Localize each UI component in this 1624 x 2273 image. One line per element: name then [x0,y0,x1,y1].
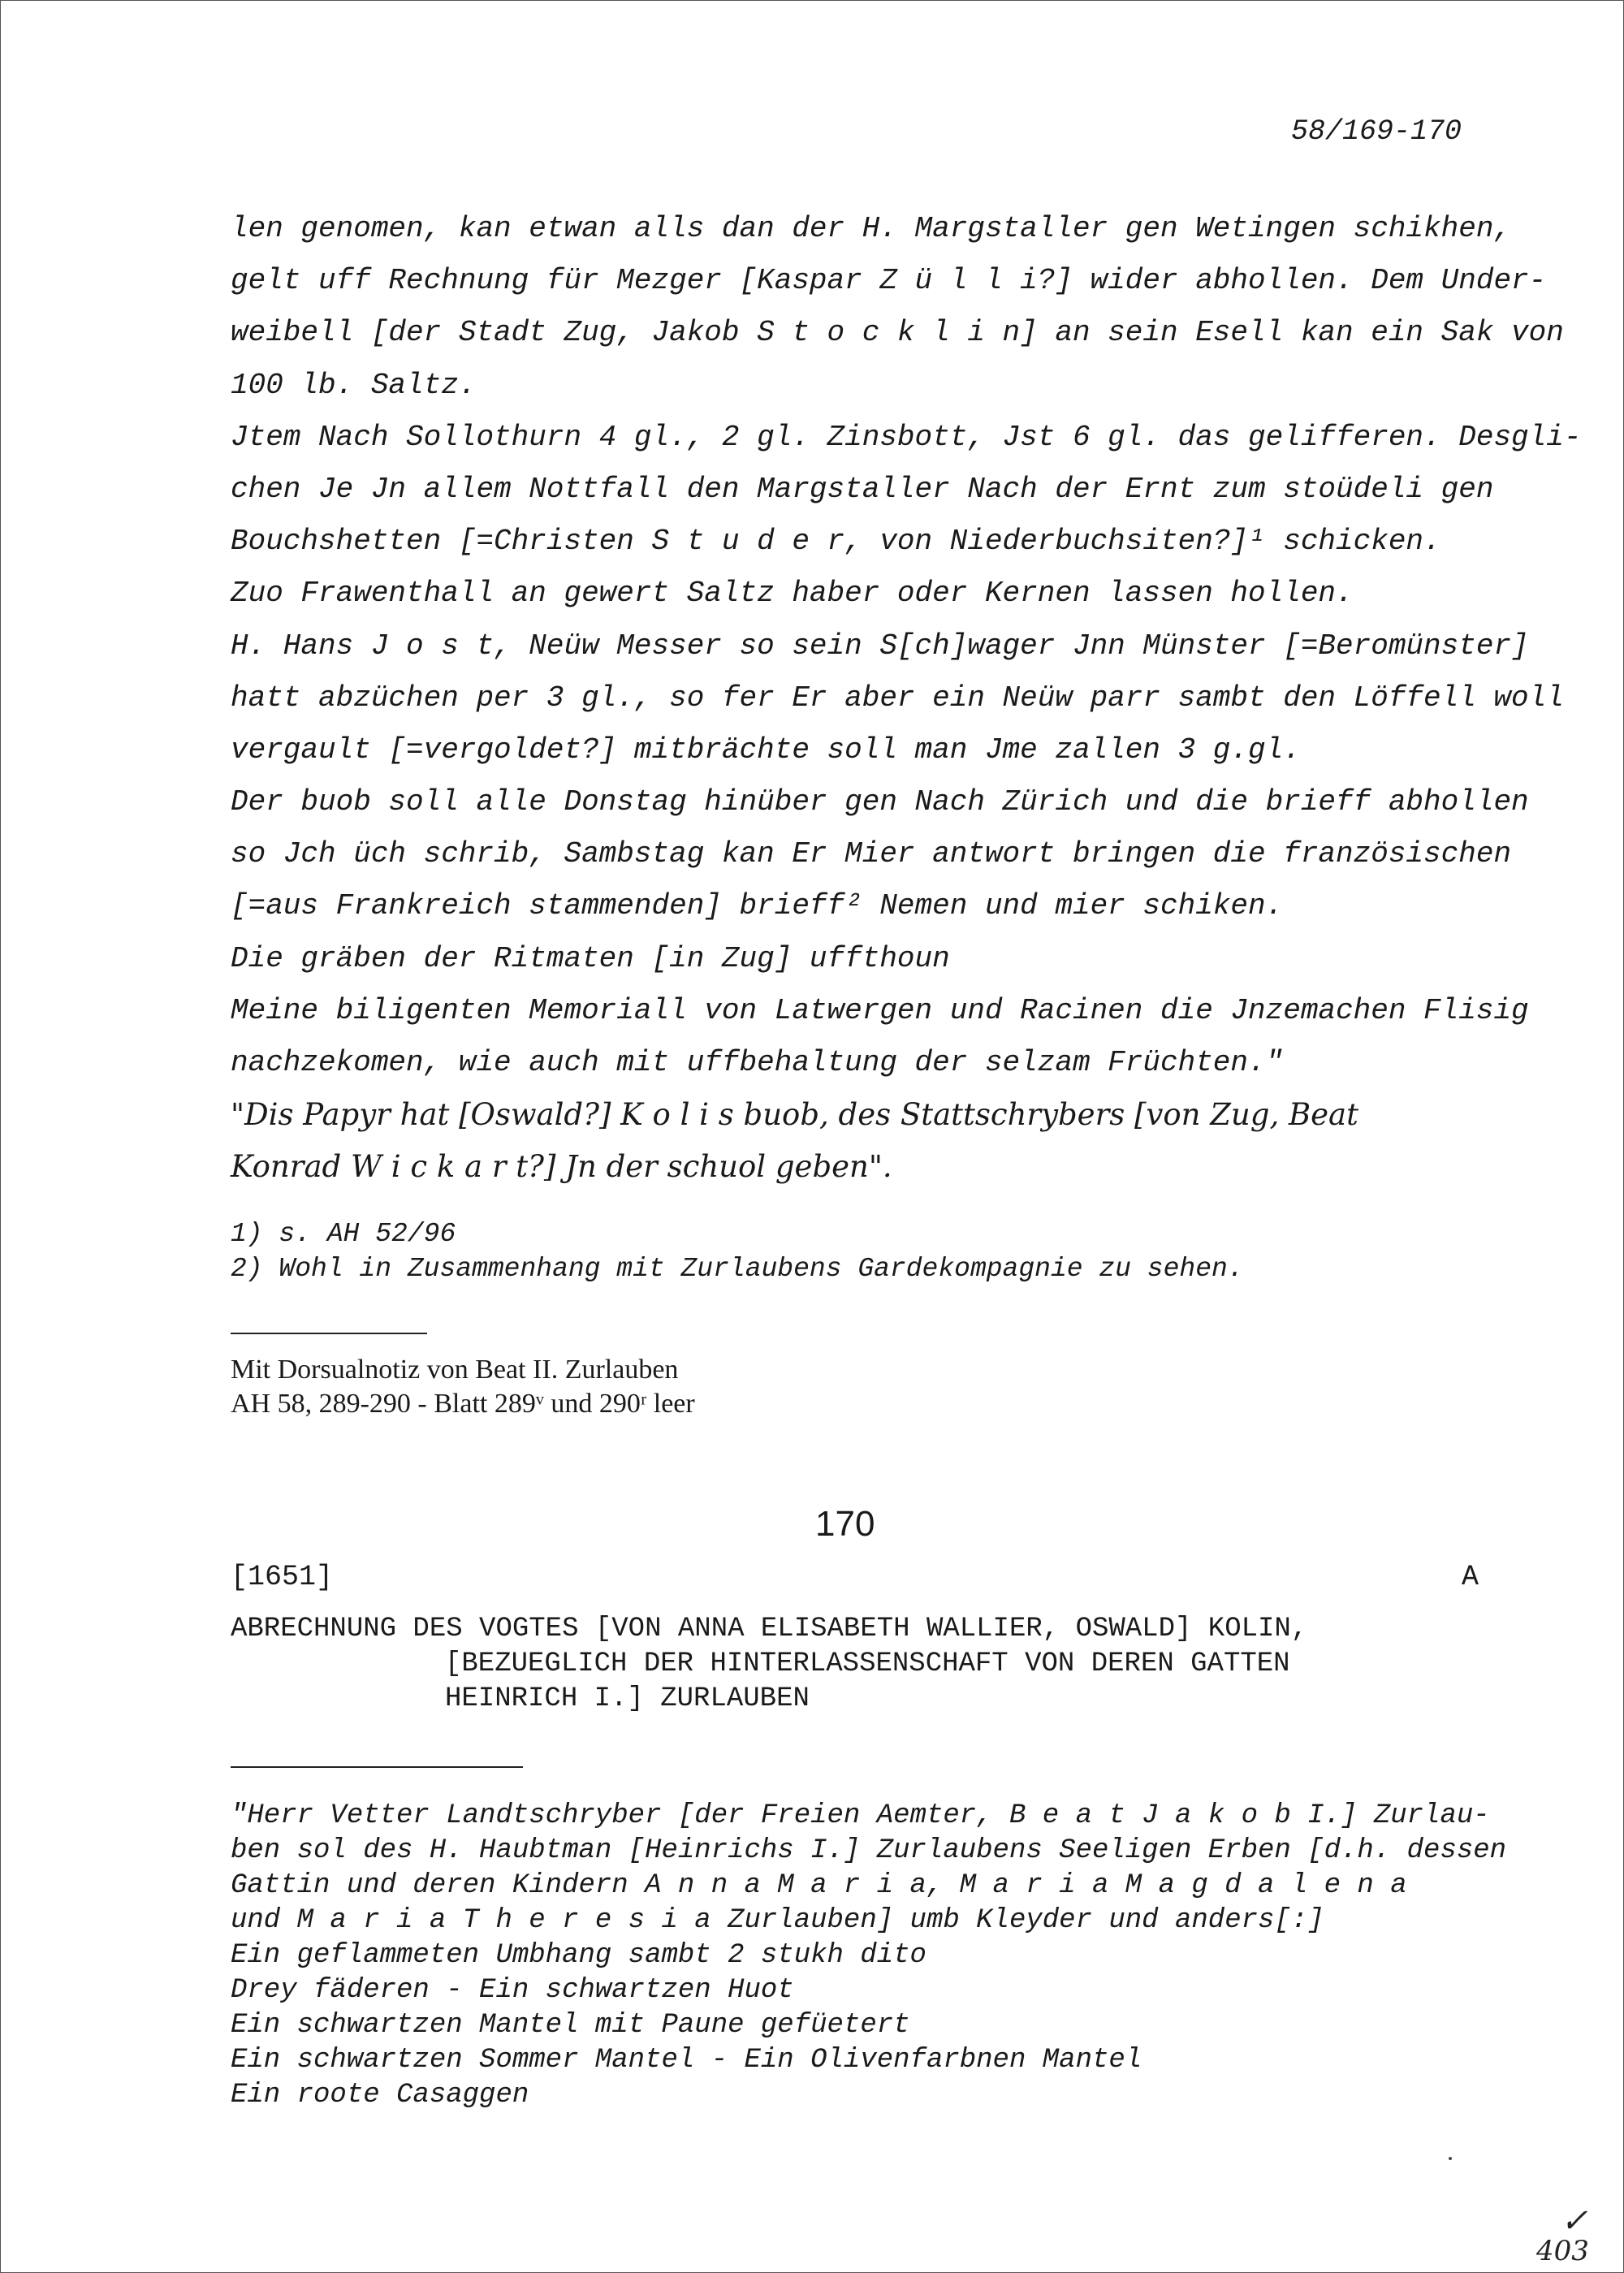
inventory-line: Ein schwartzen Mantel mit Paune gefüetert [231,2010,910,2041]
letter-line: [=aus Frankreich stammenden] brieff² Nemen und mier schiken. [231,889,1284,923]
dorsal-line: Mit Dorsualnotiz von Beat II. Zurlauben [231,1355,679,1385]
document-heading [231,1612,1611,1717]
heading-line: ABRECHNUNG DES VOGTES [VON ANNA ELISABETH WALLIER, OSWALD] KOLIN, [231,1614,1308,1644]
inventory-line: "Herr Vetter Landtschryber [der Freien Aemter, B e a t J a k o b I.] Zurlau- [231,1800,1490,1831]
checkmark-icon: ✓ [1561,2202,1588,2240]
heading-line: HEINRICH I.] ZURLAUBEN [445,1683,810,1714]
footnote: 1) s. AH 52/96 [231,1219,456,1249]
letter-line: H. Hans J o s t, Neüw Messer so sein S[ch]wager Jnn Münster [=Beromünster] [231,629,1529,663]
letter-line: weibell [der Stadt Zug, Jakob S t o c k l i n] an sein Esell kan ein Sak von [231,316,1564,350]
heading-line: [BEZUEGLICH DER HINTERLASSENSCHAFT VON DEREN GATTEN [445,1649,1290,1679]
letter-line-script: Konrad W i c k a r t?] Jn der schuol geben". [231,1149,892,1185]
document-type: A [1462,1561,1479,1593]
letter-line: Die gräben der Ritmaten [in Zug] uffthoun [231,941,950,975]
letter-line: Meine biligenten Memoriall von Latwergen und Racinen die Jnzemachen Flisig [231,993,1529,1027]
inventory-line: Ein roote Casaggen [231,2080,529,2111]
inventory-line: und M a r i a T h e r e s i a Zurlauben] umb Kleyder und anders[:] [231,1905,1324,1936]
inventory-line: Drey fäderen - Ein schwartzen Huot [231,1975,794,2006]
letter-line: nachzekomen, wie auch mit uffbehaltung der selzam Früchten." [231,1046,1284,1079]
letter-line-script: "Dis Papyr hat [Oswald?] K o l i s buob, des Stattschrybers [von Zug, Beat [231,1097,1358,1133]
letter-line: Bouchshetten [=Christen S t u d e r, von Niederbuchsiten?]¹ schicken. [231,525,1441,559]
letter-line: gelt uff Rechnung für Mezger [Kaspar Z ü l l i?] wider abhollen. Dem Under- [231,264,1547,298]
letter-line: chen Je Jn allem Nottfall den Margstaller Nach der Ernt zum stoüdeli gen [231,472,1494,506]
document-number: 170 [815,1504,875,1544]
source-reference: AH 58, 289-290 - Blatt 289ᵛ und 290ʳ leer [231,1389,695,1419]
dorsal-note [231,1353,695,1421]
letter-line: Zuo Frawenthall an gewert Saltz haber oder Kernen lassen hollen. [231,577,1354,611]
page-reference: 58/169-170 [1291,115,1462,148]
separator-rule [231,1333,427,1334]
inventory-transcription [231,1799,1506,2113]
letter-line: len genomen, kan etwan alls dan der H. Margstaller gen Wetingen schikhen, [231,212,1512,245]
inventory-line: Ein geflammeten Umbhang sambt 2 stukh dito [231,1940,926,1971]
footnotes [231,1216,1244,1286]
letter-line: vergault [=vergoldet?] mitbrächte soll man Jme zallen 3 g.gl. [231,732,1301,767]
letter-transcription [231,203,1582,1194]
document-date: [1651] [231,1561,334,1593]
inventory-line: Ein schwartzen Sommer Mantel - Ein Olivenfarbnen Mantel [231,2045,1142,2076]
separator-rule [231,1766,523,1768]
letter-line: so Jch üch schrib, Sambstag kan Er Mier antwort bringen die französischen [231,837,1512,871]
footnote: 2) Wohl in Zusammenhang mit Zurlaubens Gardekompagnie zu sehen. [231,1254,1244,1284]
letter-line: Jtem Nach Sollothurn 4 gl., 2 gl. Zinsbott, Jst 6 gl. das gelifferen. Desgli- [231,420,1582,454]
inventory-line: Gattin und deren Kindern A n n a M a r i a, M a r i a M a g d a l e n a [231,1870,1407,1901]
letter-line: Der buob soll alle Donstag hinüber gen Nach Zürich und die brieff abhollen [231,785,1529,819]
handwritten-page-number: 403 [1536,2235,1589,2267]
inventory-line: ben sol des H. Haubtman [Heinrichs I.] Zurlaubens Seeligen Erben [d.h. dessen [231,1835,1507,1866]
letter-line: hatt abzüchen per 3 gl., so fer Er aber ein Neüw parr sambt den Löffell woll [231,681,1564,715]
stray-mark [1449,2157,1452,2160]
letter-line: 100 lb. Saltz. [231,368,477,402]
